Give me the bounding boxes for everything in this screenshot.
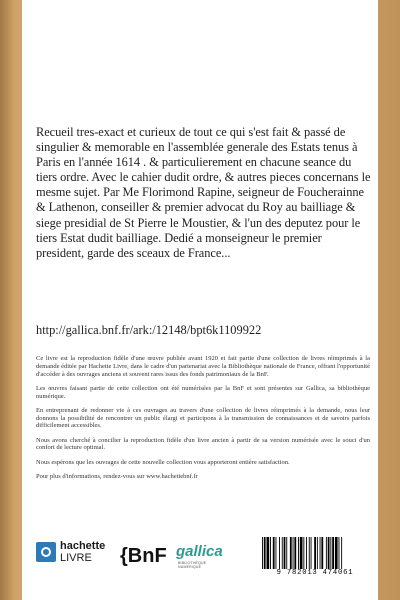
hachette-logo-sub: LIVRE bbox=[60, 552, 92, 564]
publisher-note bbox=[36, 355, 370, 487]
hachette-icon bbox=[36, 542, 56, 562]
paragraph-mission: En entreprenant de redonner vie à ces ouvrages au travers d'une collection de livres réimprimés à la demande, nous leur donnons la possibilité de rencontrer un public élargi et participons à la transmission de connaissances et de savoirs parfois difficilement accessibles. bbox=[36, 406, 370, 430]
gallica-logo-name: gallica bbox=[176, 543, 223, 560]
footer-logos bbox=[36, 537, 372, 579]
gallica-link[interactable]: http://gallica.bnf.fr/ark:/12148/bpt6k1109922 bbox=[36, 323, 262, 337]
gallica-logo bbox=[176, 540, 224, 578]
hachette-logo bbox=[36, 541, 106, 575]
isbn-barcode bbox=[260, 537, 370, 579]
paragraph-collection: Les œuvres faisant partie de cette collection ont été numérisées par la BnF et sont présentes sur Gallica, sa bibliothèque numérique. bbox=[36, 384, 370, 400]
book-title-description: Recueil tres-exact et curieux de tout ce qui s'est fait & passé de singulier & memorable en l'assemblée generale des Estats tenus à Paris en l'année 1614 . & particulierement en chacune seance du tiers ordre. Avec le cahier dudit ordre, & autres pieces concernans le mesme sujet. Par Me Florimond Rapine, seigneur de Foucherainne & Lathenon, conseiller & premier advocat du Roy au bailliage & siege presidial de St Pierre le Moustier, & l'un des deputez pour le tiers Estat dudit bailliage. Dedié a monseigneur le premier president, garde des sceaux de France... bbox=[36, 125, 371, 260]
text-panel bbox=[22, 0, 378, 600]
barcode-icon bbox=[260, 537, 370, 569]
hachette-logo-name: hachette bbox=[60, 540, 106, 552]
paragraph-info: Pour plus d'informations, rendez-vous sur www.hachettebnf.fr bbox=[36, 472, 198, 480]
bnf-logo: {BnF bbox=[120, 545, 167, 567]
spine-shadow bbox=[0, 0, 14, 600]
gallica-logo-sub: BIBLIOTHÈQUE NUMÉRIQUE bbox=[178, 561, 207, 569]
paragraph-satisfaction: Nous espérons que les ouvrages de cette nouvelle collection vous apporteront entière satisfaction. bbox=[36, 458, 290, 466]
paragraph-quality: Nous avons cherché à concilier la reproduction fidèle d'un livre ancien à partir de sa version numérisée avec le souci d'un confort de lecture optimal. bbox=[36, 436, 370, 452]
barcode-number: 9 782013 474061 bbox=[276, 569, 354, 577]
paragraph-reproduction: Ce livre est la reproduction fidèle d'une œuvre publiée avant 1920 et fait partie d'une collection de livres réimprimés à la demande éditée par Hachette Livre, dans le cadre d'un partenariat avec la Bibliothèque nationale de France, offrant l'opportunité d'accéder à des ouvrages anciens et souvent rares issus des fonds patrimoniaux de la BnF. bbox=[36, 355, 370, 378]
